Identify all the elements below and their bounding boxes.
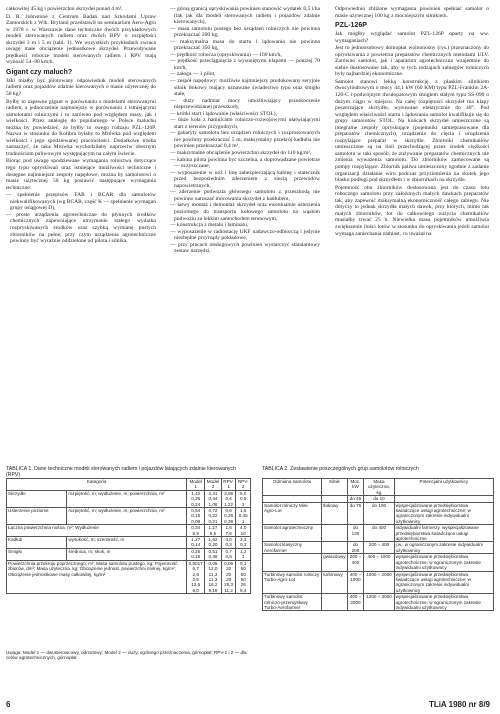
list-item: — duży nadmiar mocy umożliwiający przeskoczenie nieprzewidzianej przeszkody, [170, 97, 320, 111]
cell: wysokość, m; szerokość, m [67, 537, 187, 549]
page-number: 6 [6, 700, 11, 709]
cell: wyspecjalizowane przedsiębiorstwa agrotechniczne; w ograniczonym zakresie indywidualni użytkownicy [394, 554, 493, 571]
list-item: — maksymalna masa do startu i lądowania nie powinna przekraczać 350 kg, [170, 38, 320, 52]
list-item: — krótki start i lądowanie (właściwości STOL), [170, 110, 277, 117]
cell: do 75 [347, 502, 364, 525]
column-header: RPV-2 [237, 479, 249, 490]
cell: 3,3 0,3 [236, 537, 251, 549]
table-row [7, 508, 251, 525]
table-row [263, 502, 494, 525]
cell: 200 ÷ 400 [347, 554, 364, 571]
cell: 1,42 0,26 0,24 [187, 490, 205, 507]
section-heading: PZL-126P [335, 22, 367, 30]
cell [322, 525, 347, 542]
cell: Samolot agrotechniczny [263, 525, 322, 542]
cell: 400 ÷ 1000 [364, 554, 394, 571]
cell: do 100 [364, 502, 394, 525]
cell: 0,1 50 50 50 26 9,4 [236, 560, 251, 593]
cell: 0,08 20 20 20 25,3 11,2 [221, 560, 236, 593]
paragraph: Jest to jednoosobowy dolnopłat wolnonośny (rys.) przeznaczony do opryskiwania z powietrza preparatów chemicznych metodami ULV. Zarówno samolot, jak i aparatura agrotechniczna wzajemnie do siebie dostosowane tak, aby w tych rodzajach zabiegów rolniczych były najbardziej ekonomiczne. [335, 45, 489, 78]
cell: rozpiętość, m; wydłużenie, m; powierzchnia, m² [67, 508, 187, 525]
cell: wyspecjalizowane przedsiębiorstwa agrotechniczne; w ograniczonym zakresie indywidualni użytkownicy [394, 594, 493, 611]
table-row [7, 537, 251, 549]
list-item: — załoga — 1 pilot, [170, 71, 216, 78]
cell: 0,51 0,36 [205, 548, 222, 560]
requirements-list [170, 6, 320, 255]
table-header-row [7, 479, 251, 491]
cell: 1200 ÷ 3000 [364, 594, 394, 611]
table-1-title: TABLICA 1. Dane techniczne modeli sterowanych radiem i pojazdów latających zdalnie kierowanych (RPV) [6, 466, 236, 478]
list-item: — wyposażenie w radiostację UKF nadawczo-odbiorczą i jedynie niezbędne przyrządy pokładowe, [170, 228, 320, 242]
column-2 [170, 6, 320, 255]
column-header: Masa użyteczna, kg [364, 479, 394, 496]
paragraph: całkowitej 45 kg i powierzchni skrzydeł ponad 4 m². [6, 6, 123, 12]
column-3 [335, 6, 489, 238]
cell: do 130 [347, 525, 364, 542]
cell: 0,7 0,5 [221, 548, 236, 560]
list-item: — proste urządzenia agrotechniczne do płynnych środków chemicznych zapewniające utrzymanie stałego wydatku rozpryskiwanych środków oraz szybką wymianę pustych zbiorników na pełne, przy czym urządzenia agrotechniczne powinny być wyraźnie oddzielone od pilota i silnika, [6, 211, 156, 245]
cell: Turbinowy samolot rolniczo-przemysłowy Turbo-Aerofarmer [263, 594, 322, 611]
cell: 1000 ÷ 2000 [364, 571, 394, 594]
cell [322, 542, 347, 554]
cell: Usterzenie poziome [7, 508, 67, 525]
paragraph: Jaki miałby być pilotowany odpowiednik modeli sterowanych radiem oraz pojazdów zdalnie kierowanych o masie użytecznej do 50 kg? [6, 77, 156, 98]
paragraph: Byłby to zapewne gigant w porównaniu z modelami sterowanymi radiem, a jednocześnie najmniejszy w porównaniu z istniejącymi samolotami rolniczymi i to zarówno pod względem masy, jak i wielkości. Przez analogię do popularnego w Polsce maluchu można by powiedzieć, że byłby to swego rodzaju PZL-126P. Nazwa w stosunku do Kolibra byłaby to Mrówka pod względem wielkości i jego spodziewanej pracowitości. Dodatkowe trzeba zaznaczyć, że taka Mrówka wychodziłaby naprzeciw obecnym trudnościom paliwowym występującym na całym świecie. [6, 98, 156, 157]
cell: tłokowy [322, 502, 347, 525]
cell: 1,27 5,5 [205, 525, 222, 537]
cell: wyspecjalizowane przedsiębiorstwa świadczące usługi agrotechniczne; w ograniczonym zakresie indywidualni użytkownicy [394, 571, 493, 594]
cell: 400 ÷ 1000 [347, 571, 364, 594]
list-item: — przy pracach obsługowych powinien wystarczyć standardowy zestaw narzędzi, [170, 241, 320, 255]
cell: średnica, m; skok, m [67, 548, 187, 560]
column-header: Model 2 [205, 479, 222, 491]
table-row [7, 525, 251, 537]
table-row [263, 594, 494, 611]
cell: Turbinowy samolot rolniczy Turbo-Agro-Lot [263, 571, 322, 594]
table-row [263, 571, 494, 594]
cell: 1,62 0,20 [205, 537, 222, 549]
list-item: — maksymalne obciążenie powierzchni skrzydeł do 110 kg/m², [170, 150, 312, 157]
cell: wyspecjalizowane przedsiębiorstwa świadczące usługi agrotechniczne; w ograniczonym zakresie indywidualni użytkownicy [394, 502, 493, 525]
column-header: RPV-1 [223, 479, 234, 490]
list-item: — prędkość przeciągnięcia z wysuniętymi klapami — poniżej 70 km/h, [170, 58, 320, 71]
column-header: Kategoria [7, 479, 187, 491]
cell: 0,25 0,15 [187, 548, 205, 560]
cell: 400 ÷ 2000 [347, 594, 364, 611]
column-1 [6, 6, 156, 245]
table-row [263, 525, 494, 542]
cell: 1,27 0,14 [187, 537, 205, 549]
issue-label: TLiA 1980 nr 8/9 [428, 700, 490, 709]
list-item: — zderzenie podwozia głównego samolotu z przeszkodą nie powinno naruszać mocowania skrzydeł z kadłubem, [170, 189, 320, 202]
table-row [7, 548, 251, 560]
cell: 0,72 0,22 0,21 [205, 508, 222, 525]
cell [263, 554, 322, 571]
column-header: Moc, kW [347, 479, 364, 496]
paragraph: D. R. Johnstone z Centrum Badań nad Szkodami Upraw Zamorskich z Wlk. Brytanii przedstawił na seminarium Aero-Agro w 1978 r. w Warszawie dane techniczne dwóch przykładowych modeli sterowanych radiem oraz dwóch RPV o rozpiętości skrzydeł 3 m i 5 m (tabl. 1). We wszystkich przykładach zwraca uwagę małe obciążenie jednostkowe skrzydeł. Przewidywane prędkości robocze modeli sterowanych radiem i RPV mają wynosić 54–90 km/h. [6, 13, 156, 66]
cell: gwiazdowy [322, 554, 347, 571]
column-header: Model 1 [187, 479, 205, 491]
table-2 [262, 478, 494, 611]
cell: 5,0 0,5 3 [236, 490, 251, 507]
list-item: — gabaryty samolotu bez urządzeń rolniczych i rozprostowanych nie powinny przekraczać 5 m; maksymalny przekrój kadłuba nie powinien przekraczać 0,4 m², [170, 130, 320, 150]
table-1 [6, 478, 251, 594]
cell: j.w., w ograniczonym zakresie indywidualni użytkownicy [394, 542, 493, 554]
column-header: Silnik [322, 479, 347, 496]
paragraph: Jak mógłby wyglądać samolot PZL-126P oparty na ww. wymaganiach? [335, 31, 489, 44]
table-2-title: TABLICA 2. Zestawienie poszczególnych grup samolotów rolniczych [262, 466, 419, 472]
list-item: — masa samolotu pustego bez urządzeń rolniczych nie powinna przekraczać 200 kg, [170, 25, 320, 39]
list-item: — łatwy montaż i demontaż skrzydeł oraz ewentualnie usterzenia poziomego do transportu kołowego samolotu na wąskim podwoziu za lekkim samochodem terenowym, [170, 202, 320, 222]
cell: 0,05 12,0 11,3 11,3 16,2 9,18 [205, 560, 222, 593]
list-item: — spełnienie przepisów FAR i BCAR dla samolotów niekwalifikowanych (wg BCAR, część K — spełnienie wymagań grupy osiągowej D), [6, 192, 156, 212]
column-header: Potencjalni użytkownicy [394, 479, 493, 496]
table-header-row [263, 479, 494, 496]
cell: rozpiętość, m; wydłużenie, m; powierzchnia, m² [67, 490, 187, 507]
list-item: — wyposażenie w nóż i linę zabezpieczającą kabinę i statecznik przed bezpośrednim zderzeniem z siecią przewodów napowietrznych, [170, 169, 320, 189]
list-item: — konstrukcja z metalu i laminatu, [170, 222, 249, 229]
cell: do 400 [364, 525, 394, 542]
cell: 4,0 10 [236, 525, 251, 537]
table-row [263, 554, 494, 571]
requirements-list [6, 192, 156, 244]
cell: 200 ÷ 400 [364, 542, 394, 554]
cell: Łączna powierzchnia nośna, m²; Wydłużenie [7, 525, 187, 537]
cell: Powierzchnia przekroju poprzecznego, m²; Masa samolotu pustego, kg; Pojemność zbiorów, dm³; Masa użyteczna, kg; Obciążenie jednost. powierzchni nośnej, kg/m²; Obciążenie jednostkowe masy całkowitej, kg/m² [7, 560, 187, 593]
paragraph: Samolot stanowi lekką konstrukcję z płaskim silnikiem dwucylindrowym o mocy 44,1 kW (60 KM) typu PZL-Franklin 2A-120-C i podwójnym dwułopatowym śmigłem stałym typu SS-090 o dużym ciągu w miejscu. Na całej rozpiętości skrzydeł ma klapy poszerzające skrzydło, wysuwane elektrycznie do 40°. Pod względem właściwości startu i lądowania samolot kwalifikuje się do grupy samolotów STOL. Na końcach skrzydeł umieszczone są integralne zespoły opryskujące (pojemniki samieprasowane dla preparatów chemicznych), urządzenia do cięcia i urządzenia rozpylające preparat w skrzydle. Zbiorniki chemikaliów umieszczone są na linii przechodzącej przez środek ciężkości samolotu w taki sposób, że zużywanie preparatów chemicznych nie zmienia wyważenia samolotu. Do zbiorników zamocowane są pompy rozpylające. Zbiornik paliwa umieszczony zgodnie z zadanie organizacji działanie wiru podczas przyziemienia na skutek jego blasku podłogi pod skrzydłem i w zbiornikach na skrzydle. [335, 78, 489, 184]
table-row [263, 542, 494, 554]
cell: do 45 [347, 496, 364, 502]
cell: Śmigło [7, 548, 67, 560]
cell: 0,6 0,25 0,38 [221, 508, 236, 525]
cell: 1,2 1 [236, 548, 251, 560]
list-item: — prędkość robocza (opryskiwania) — 160 km/h, [170, 51, 282, 58]
cell: indywidualni farmerzy, wyspecjalizowane przedsiębiorstwa świadczące usługi agrotechniczne [394, 525, 493, 542]
table-row [7, 490, 251, 507]
section-heading: Gigant czy maluch? [6, 68, 73, 76]
paragraph: Pojemność obu zbiorników dostosowana jest do czasu lotu roboczego samolotu przy założonych małych dawkach preparatów tak, aby zapewnić maksymalną ekonomiczność całego zabiegu. Nie dotyczy to jednak skrzydła małych dawek, przy których, mimo tak małych zbiorników, lot do całkowitego zużycia chemikaliów musiałby trwać 25 h. Niewielka masa pojemników umożliwia zwiększenie ilości lotów w stosunku do opryskiwania jeżeli samolot wymaga zaniechania zamiast, co uważał na [335, 184, 489, 237]
table-row [7, 560, 251, 593]
cell: 3,0 0,3 [221, 537, 236, 549]
cell: 0,54 0,15 0,09 [187, 508, 205, 525]
cell: Samolot rolniczy Mini-Agro-Lot [263, 502, 322, 525]
cell: 0,34 5,9 [187, 525, 205, 537]
cell: 2,41 0,44 1,06 [205, 490, 222, 507]
cell: 0,0017 6,7 2,5 2,5 12,5 6,0 [188, 560, 203, 593]
cell: 3,05 0,4 1,22 [221, 490, 236, 507]
column-header: Odmiana samolotu [263, 479, 322, 496]
cell: turbinowy [322, 571, 347, 594]
list-item: — kabina pilota powinna być szczelna, a doprowadzane powietrze — oczyszczane, [170, 156, 320, 170]
cell: Samolot klasyczny Aerofarmer [263, 542, 322, 554]
paragraph: Odpowiednio zbliżone wymagania powinien spełniać samolot o masie użytecznej 100 kg z mocniejszym silnikiem. [335, 6, 489, 19]
list-item: — górną granicą opryskiwania powinien stanowić wydatek 0,5 l/ha (tak jak dla modeli sterowanych radiem i pojazdów zdalnie kierowanych), [170, 6, 320, 26]
cell: Skrzydło [7, 490, 67, 507]
list-item: — zespół napędowy: możliwie najmniejszy produkowany seryjnie silnik tłokowy mający uznawane świadectwo typu oraz śmigło stałe, [170, 78, 320, 98]
cell: 1,5 0,45 1 [236, 508, 251, 525]
table-1-note: Uwaga: Model 1 — dwusterowcowy, odrzutowy; Model 2 — duży, ogólnego przeznaczenia, górnopłat; RPV-1 i 2 — dla celów agrotechnicznych, górnopłat [6, 650, 247, 661]
cell: Kadłub [7, 537, 67, 549]
cell: do 200 [347, 542, 364, 554]
cell: 1,6 7,6 [221, 525, 236, 537]
list-item: — duże koła z hamulcami rolniczo-rozwojowymi ułatwiającymi start z terenów przygodnych, [170, 117, 320, 130]
paragraph: Biorąc pod uwagę spodziewane wymagania rolnictwa dotyczące tego typu opryskiwań oraz istniejące możliwości techniczne i dostępne najmniejsze zespoły napędowe, można by samolotowi o masie użytecznej 50 kg postawić następujące wymagania techniczne: [6, 158, 156, 191]
cell: do 10 [364, 496, 394, 502]
cell [322, 594, 347, 611]
